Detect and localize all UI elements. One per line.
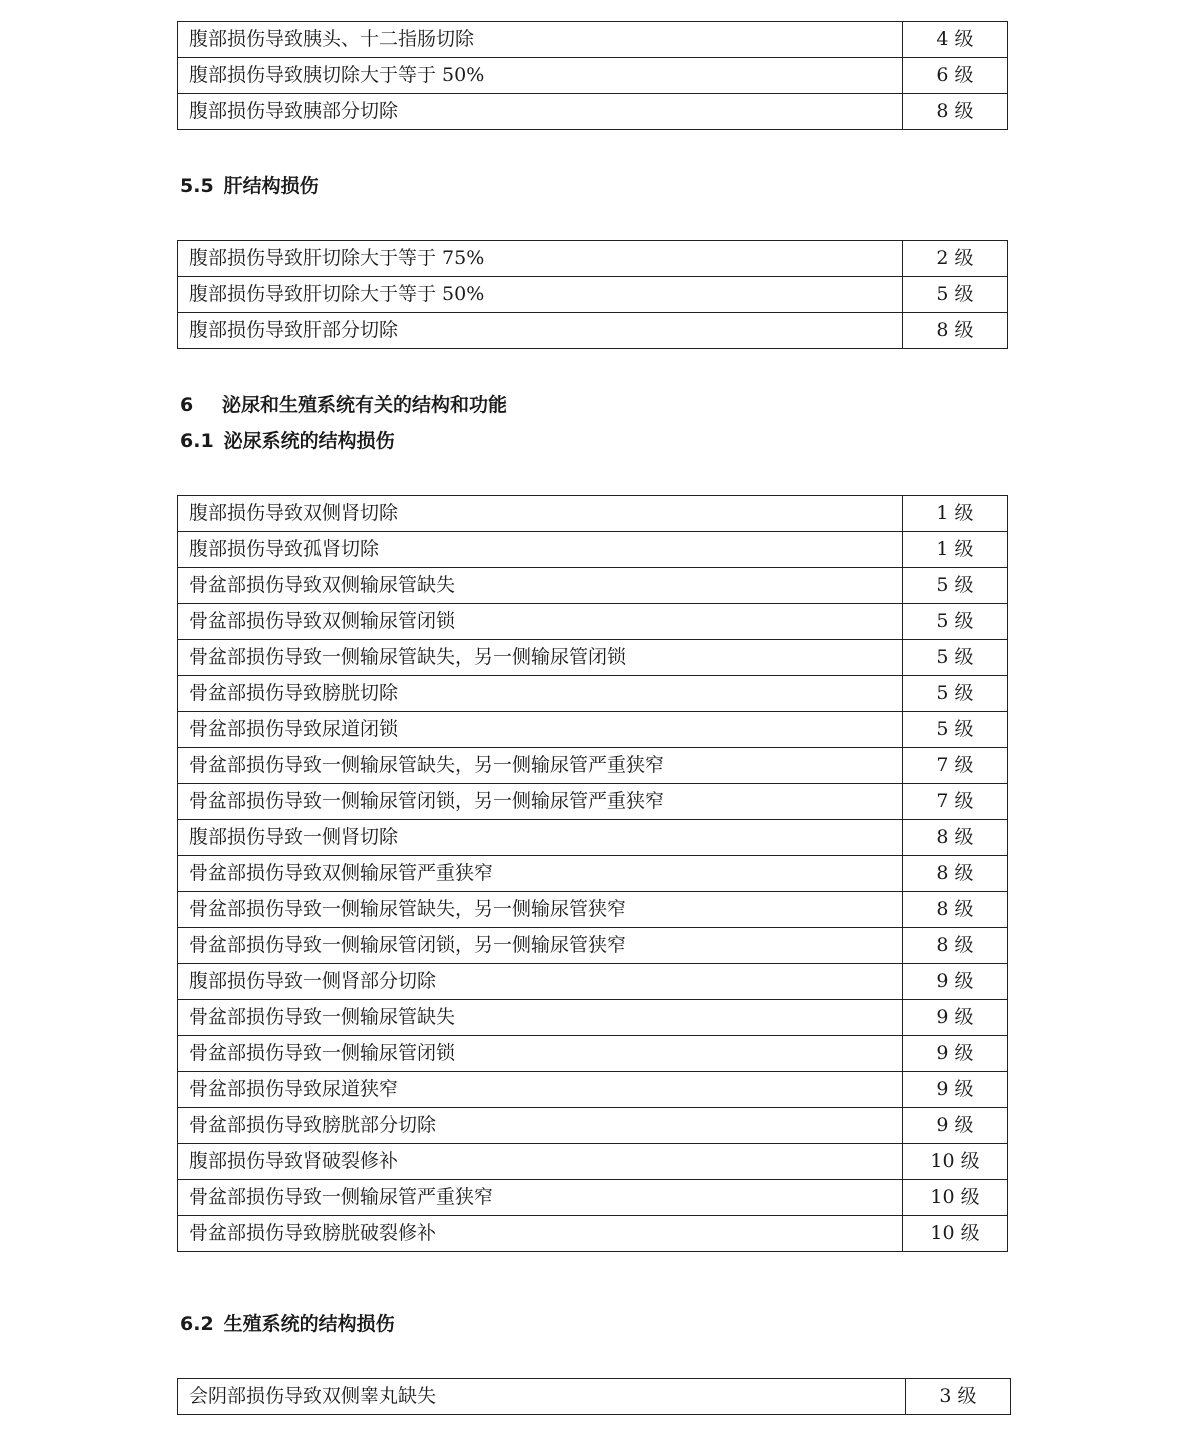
disability-level: 5 级 — [903, 277, 1008, 313]
injury-description: 骨盆部损伤导致双侧输尿管闭锁 — [178, 604, 903, 640]
table-row — [178, 928, 1008, 964]
disability-level: 2 级 — [903, 241, 1008, 277]
section-title: 肝结构损伤 — [223, 175, 319, 197]
table-row — [178, 532, 1008, 568]
table-row — [178, 712, 1008, 748]
section-number: 6.1 — [180, 430, 214, 452]
table-row — [178, 676, 1008, 712]
table-row — [178, 892, 1008, 928]
disability-level: 10 级 — [903, 1216, 1008, 1252]
liver-grade-table — [177, 240, 1008, 349]
table-row — [178, 1072, 1008, 1108]
injury-description: 骨盆部损伤导致膀胱破裂修补 — [178, 1216, 903, 1252]
injury-description: 骨盆部损伤导致尿道狭窄 — [178, 1072, 903, 1108]
disability-level: 8 级 — [903, 892, 1008, 928]
injury-description: 骨盆部损伤导致一侧输尿管闭锁 — [178, 1036, 903, 1072]
section-number: 6 — [180, 394, 194, 416]
disability-level: 9 级 — [903, 1072, 1008, 1108]
table-row — [178, 604, 1008, 640]
table-row — [178, 1036, 1008, 1072]
disability-level: 8 级 — [903, 94, 1008, 130]
injury-description: 骨盆部损伤导致一侧输尿管闭锁，另一侧输尿管狭窄 — [178, 928, 903, 964]
section-heading-6 — [180, 396, 507, 415]
injury-description: 腹部损伤导致肾破裂修补 — [178, 1144, 903, 1180]
table-row — [178, 94, 1008, 130]
section-number: 5.5 — [180, 175, 214, 197]
disability-level: 5 级 — [903, 568, 1008, 604]
table-row — [178, 22, 1008, 58]
disability-level: 7 级 — [903, 748, 1008, 784]
injury-description: 骨盆部损伤导致一侧输尿管缺失，另一侧输尿管狭窄 — [178, 892, 903, 928]
disability-level: 1 级 — [903, 496, 1008, 532]
injury-description: 会阴部损伤导致双侧睾丸缺失 — [178, 1379, 906, 1415]
disability-level: 8 级 — [903, 820, 1008, 856]
table-row — [178, 964, 1008, 1000]
pancreas-grade-table — [177, 21, 1008, 130]
disability-level: 10 级 — [903, 1144, 1008, 1180]
disability-level: 7 级 — [903, 784, 1008, 820]
table-row — [178, 784, 1008, 820]
injury-description: 骨盆部损伤导致一侧输尿管缺失，另一侧输尿管闭锁 — [178, 640, 903, 676]
table-row — [178, 1180, 1008, 1216]
injury-description: 骨盆部损伤导致膀胱部分切除 — [178, 1108, 903, 1144]
table-row — [178, 58, 1008, 94]
injury-description: 腹部损伤导致孤肾切除 — [178, 532, 903, 568]
disability-level: 5 级 — [903, 676, 1008, 712]
table-row — [178, 1216, 1008, 1252]
table-row — [178, 1379, 1011, 1415]
disability-level: 5 级 — [903, 604, 1008, 640]
injury-description: 骨盆部损伤导致双侧输尿管缺失 — [178, 568, 903, 604]
injury-description: 腹部损伤导致肝切除大于等于 75% — [178, 241, 903, 277]
table-row — [178, 1108, 1008, 1144]
table-row — [178, 496, 1008, 532]
table-row — [178, 1144, 1008, 1180]
section-title: 泌尿和生殖系统有关的结构和功能 — [222, 394, 508, 416]
injury-description: 骨盆部损伤导致一侧输尿管闭锁，另一侧输尿管严重狭窄 — [178, 784, 903, 820]
table-row — [178, 241, 1008, 277]
disability-level: 5 级 — [903, 640, 1008, 676]
disability-level: 8 级 — [903, 313, 1008, 349]
section-number: 6.2 — [180, 1313, 214, 1335]
disability-level: 8 级 — [903, 928, 1008, 964]
injury-description: 骨盆部损伤导致膀胱切除 — [178, 676, 903, 712]
table-row — [178, 277, 1008, 313]
disability-level: 3 级 — [906, 1379, 1011, 1415]
injury-description: 骨盆部损伤导致双侧输尿管严重狭窄 — [178, 856, 903, 892]
disability-level: 9 级 — [903, 1108, 1008, 1144]
table-row — [178, 568, 1008, 604]
disability-level: 9 级 — [903, 1036, 1008, 1072]
injury-description: 腹部损伤导致胰头、十二指肠切除 — [178, 22, 903, 58]
urinary-grade-table — [177, 495, 1008, 1252]
disability-level: 1 级 — [903, 532, 1008, 568]
disability-level: 9 级 — [903, 1000, 1008, 1036]
disability-level: 8 级 — [903, 856, 1008, 892]
injury-description: 腹部损伤导致胰部分切除 — [178, 94, 903, 130]
injury-description: 腹部损伤导致双侧肾切除 — [178, 496, 903, 532]
injury-description: 骨盆部损伤导致一侧输尿管缺失 — [178, 1000, 903, 1036]
injury-description: 腹部损伤导致肝切除大于等于 50% — [178, 277, 903, 313]
table-row — [178, 748, 1008, 784]
injury-description: 腹部损伤导致一侧肾切除 — [178, 820, 903, 856]
section-title: 泌尿系统的结构损伤 — [223, 430, 395, 452]
injury-description: 骨盆部损伤导致一侧输尿管严重狭窄 — [178, 1180, 903, 1216]
disability-level: 4 级 — [903, 22, 1008, 58]
disability-level: 5 级 — [903, 712, 1008, 748]
table-row — [178, 1000, 1008, 1036]
injury-description: 腹部损伤导致肝部分切除 — [178, 313, 903, 349]
disability-level: 6 级 — [903, 58, 1008, 94]
disability-level: 10 级 — [903, 1180, 1008, 1216]
table-row — [178, 640, 1008, 676]
injury-description: 腹部损伤导致胰切除大于等于 50% — [178, 58, 903, 94]
reproductive-grade-table — [177, 1378, 1011, 1415]
section-heading-5-5 — [180, 177, 319, 196]
section-heading-6-2 — [180, 1315, 395, 1334]
injury-description: 骨盆部损伤导致一侧输尿管缺失，另一侧输尿管严重狭窄 — [178, 748, 903, 784]
injury-description: 骨盆部损伤导致尿道闭锁 — [178, 712, 903, 748]
section-heading-6-1 — [180, 432, 395, 451]
table-row — [178, 856, 1008, 892]
section-title: 生殖系统的结构损伤 — [223, 1313, 395, 1335]
disability-level: 9 级 — [903, 964, 1008, 1000]
table-row — [178, 820, 1008, 856]
injury-description: 腹部损伤导致一侧肾部分切除 — [178, 964, 903, 1000]
table-row — [178, 313, 1008, 349]
